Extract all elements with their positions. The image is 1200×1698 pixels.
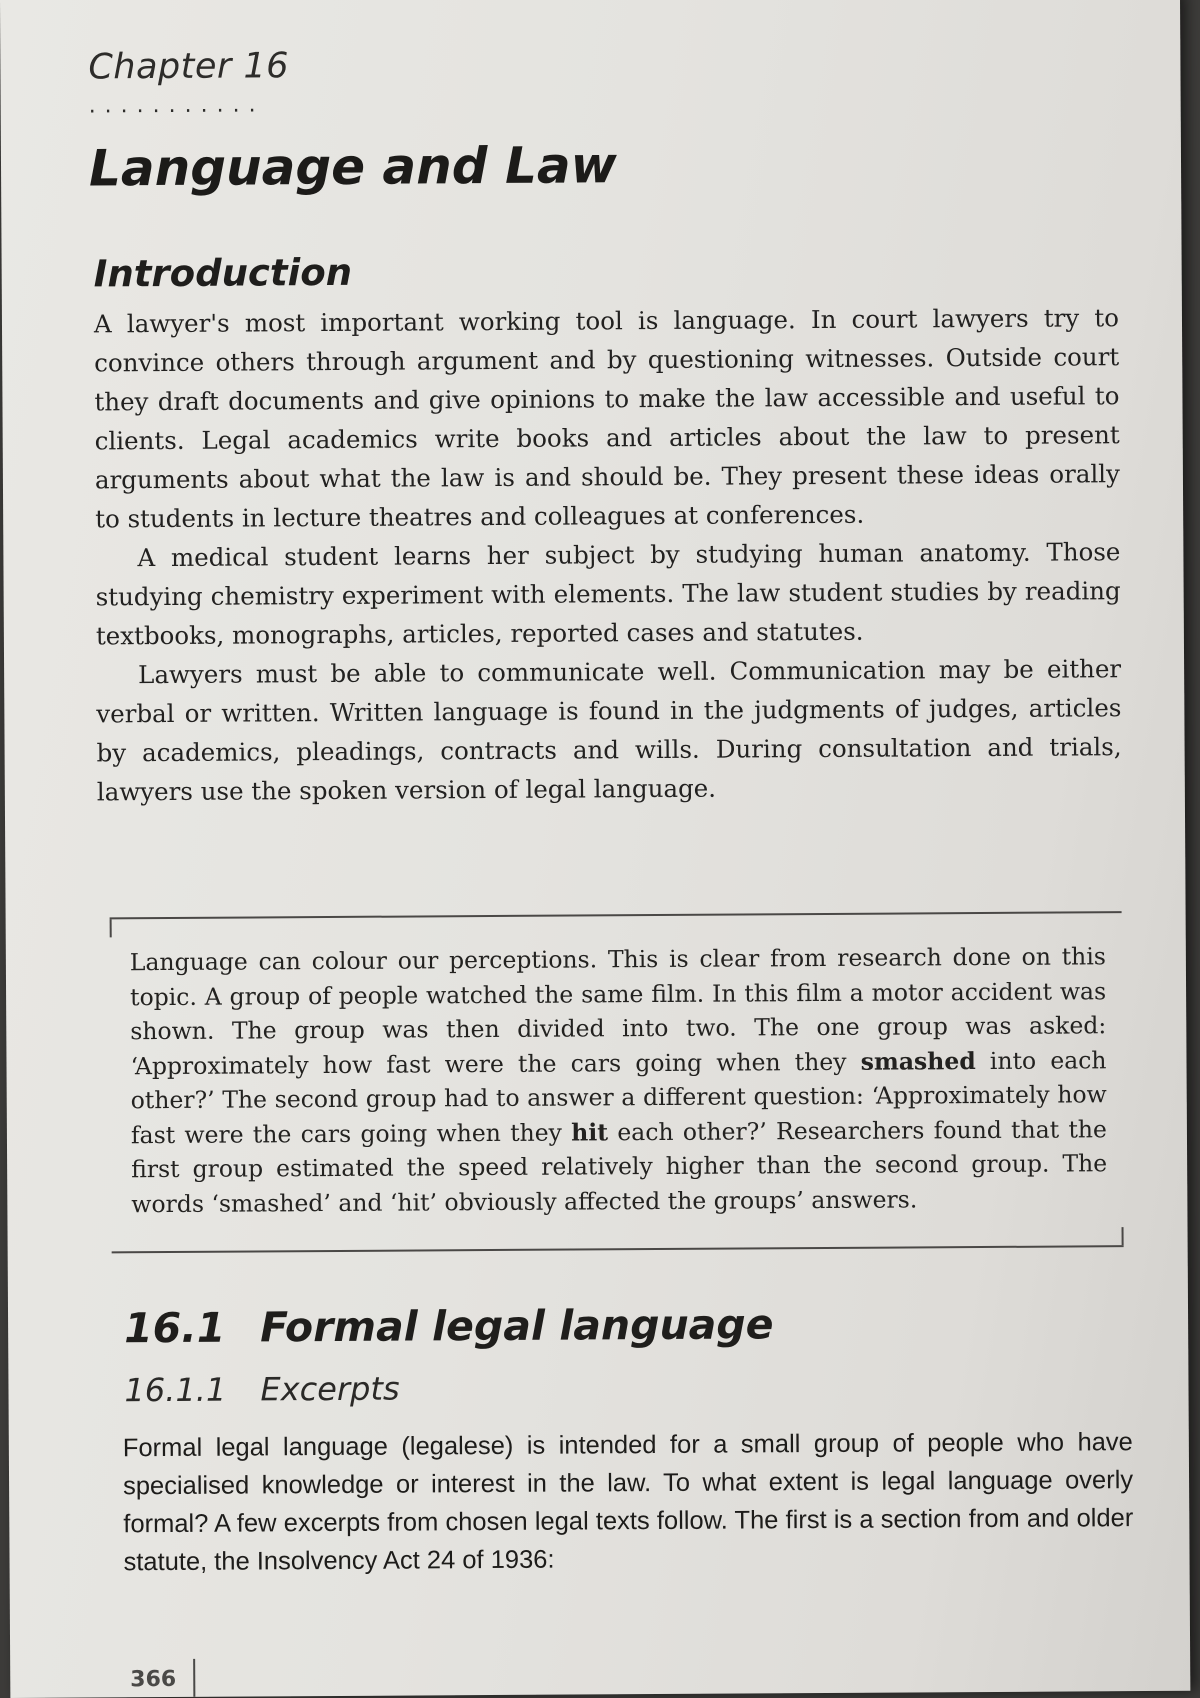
section-heading (124, 1300, 774, 1352)
section-title: Formal legal language (259, 1300, 774, 1352)
subsection-heading (124, 1370, 399, 1410)
subsection-title: Excerpts (260, 1369, 400, 1409)
box-bold-hit: hit (571, 1117, 609, 1147)
box-bold-smashed: smashed (860, 1046, 976, 1076)
introduction-body (94, 298, 1122, 811)
box-text-part-3: each other?’ Researchers found that the first group estimated the speed relatively higher than the second group. The words ‘smashed’ and ‘hit’ obviously affected the groups’ answers. (131, 1114, 1108, 1218)
intro-paragraph-2: A medical student learns her subject by studying human anatomy. Those studying chemistry experiment with elements. The law student studies by reading textbooks, monographs, articles, reported cases and statutes. (95, 537, 1121, 651)
intro-paragraph-1: A lawyer's most important working tool is language. In court lawyers try to convince others through argument and by questioning witnesses. Outside court they draft documents and give opinions to make the law accessible and useful to clients. Legal academics write books and articles about the law to present arguments about what the law is and should be. They present these ideas orally to students in lecture theatres and colleagues at conferences. (93, 303, 1121, 534)
research-box-text (130, 939, 1108, 1221)
section-number: 16.1 (123, 1303, 226, 1353)
chapter-title: Language and Law (88, 136, 617, 198)
chapter-label: Chapter 16 (88, 46, 290, 88)
section-body: Formal legal language (legalese) is intended for a small group of people who have specialised knowledge or interest in the law. To what extent is legal language overly formal? A few excerpts from chosen legal texts follow. The first is a section from and older statute, the Insolvency Act 24 of 1936: (122, 1428, 1134, 1577)
subsection-number: 16.1.1 (124, 1370, 227, 1410)
intro-paragraph-3: Lawyers must be able to communicate well. Communication may be either verbal or written. Written language is found in the judgments of judges, articles by academics, pleadings, contracts and wills. During consultation and trials, lawyers use the spoken version of legal language. (96, 654, 1122, 807)
page-number-rule (193, 1659, 195, 1697)
box-text-part-2: into each other?’ The second group had to answer a different question: ‘Approximately how fast were the cars going when they (130, 1045, 1107, 1149)
box-text-part-1: Language can colour our perceptions. This is clear from research done on this topic. A group of people watched the same film. In this film a motor accident was shown. The group was then divided into two. The one group was asked: ‘Approximately how fast were the cars going when they (129, 942, 1107, 1080)
page-number: 366 (130, 1666, 177, 1693)
introduction-heading: Introduction (93, 250, 353, 296)
chapter-dots-divider: ........... (88, 92, 265, 119)
research-box (110, 911, 1124, 1253)
